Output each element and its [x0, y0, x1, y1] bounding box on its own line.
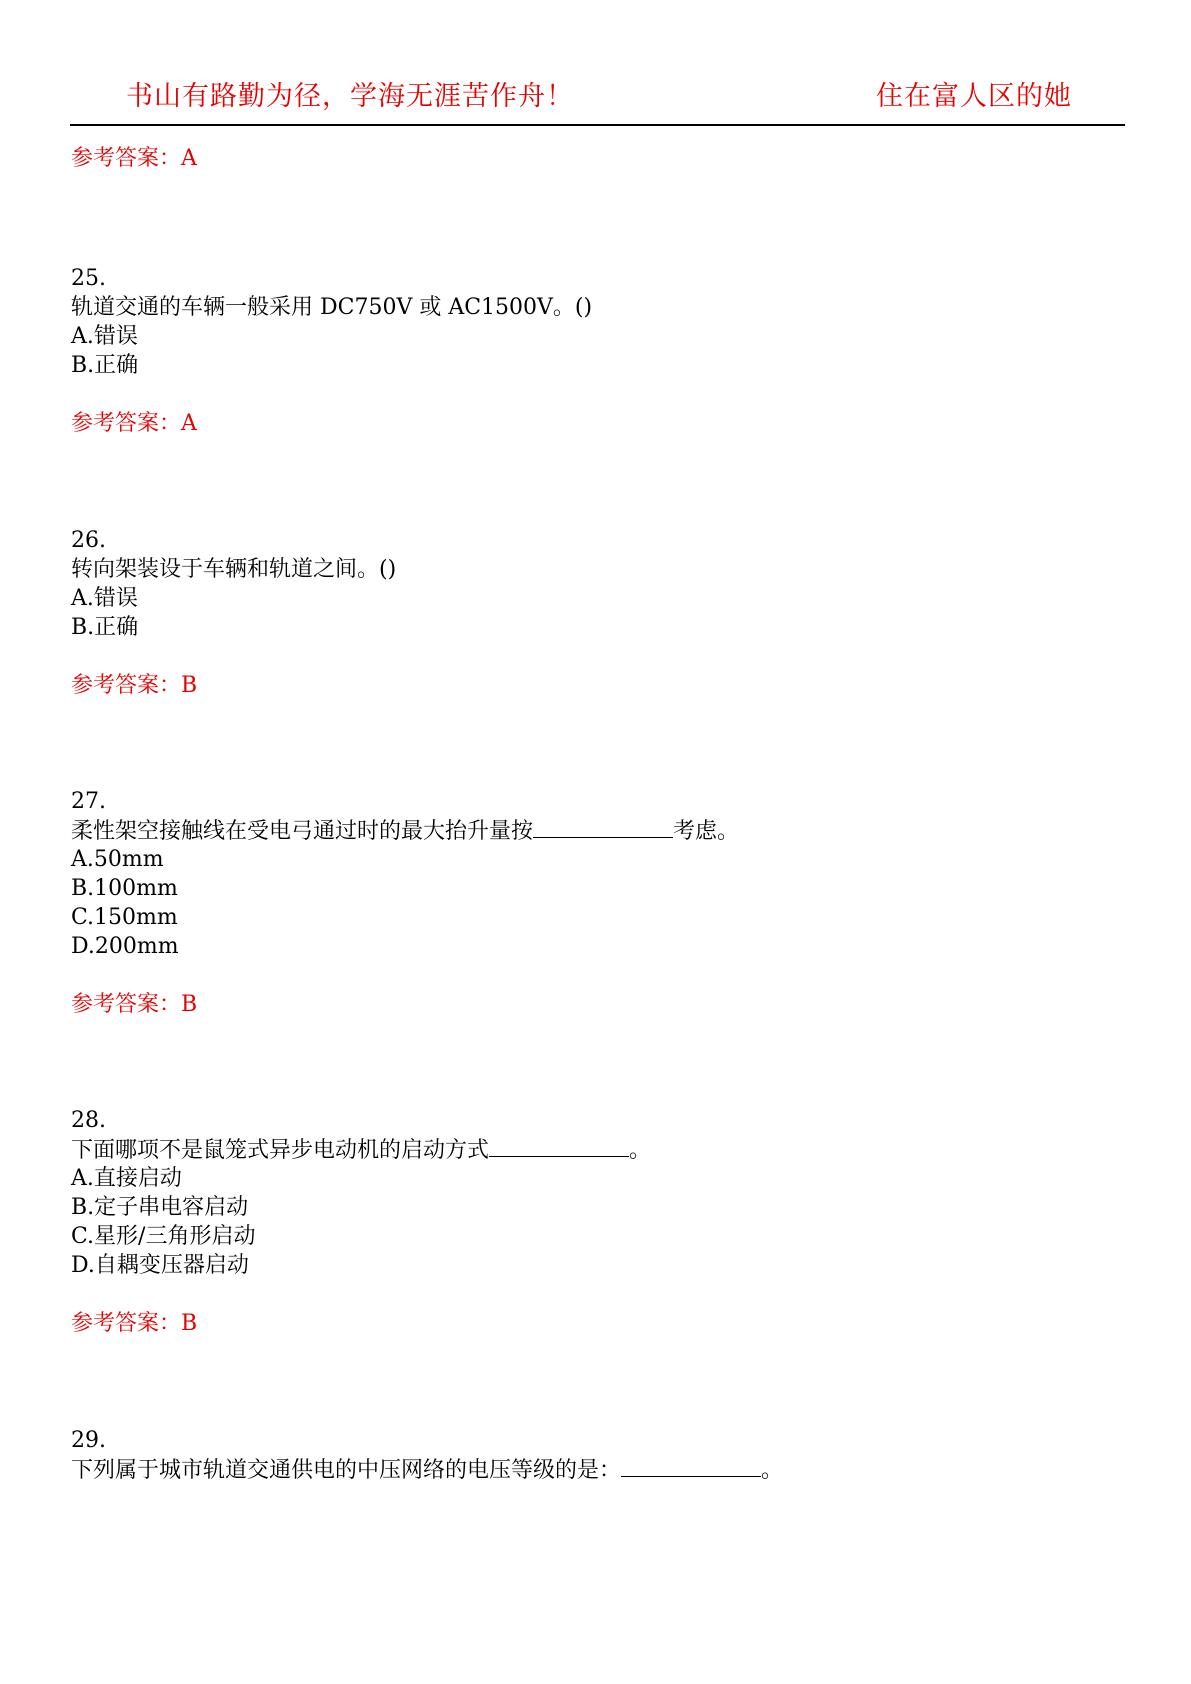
answer-line: [71, 1310, 197, 1338]
answer-value: A: [181, 146, 197, 171]
header-motto: 书山有路勤为径，学海无涯苦作舟！: [126, 81, 574, 112]
question-text-before: 柔性架空接触线在受电弓通过时的最大抬升量按: [71, 819, 534, 844]
answer-label: 参考答案：: [71, 1311, 182, 1336]
question-text-after: 。: [629, 1138, 652, 1163]
question-text: [71, 1136, 651, 1165]
option-a: A.50mm: [71, 847, 164, 872]
question-number: 26.: [71, 528, 106, 553]
answer-label: 参考答案：: [71, 146, 182, 171]
question-number: 25.: [71, 266, 106, 291]
answer-line: [71, 991, 197, 1019]
page-header: [70, 74, 1125, 126]
option-b: B.100mm: [71, 876, 178, 901]
answer-value: B: [181, 992, 198, 1017]
option-b: B.正确: [71, 615, 139, 640]
answer-label: 参考答案：: [71, 992, 182, 1017]
answer-line: [71, 145, 197, 173]
option-c: C.星形/三角形启动: [71, 1224, 256, 1249]
answer-blank: [533, 817, 673, 838]
answer-blank: [621, 1456, 761, 1477]
question-text-before: 下面哪项不是鼠笼式异步电动机的启动方式: [71, 1138, 490, 1163]
answer-label: 参考答案：: [71, 673, 182, 698]
question-text-after: 考虑。: [673, 819, 740, 844]
question-number: 27.: [71, 789, 106, 814]
answer-line: [71, 410, 197, 438]
question-text-after: 。: [761, 1458, 784, 1483]
question-number: 29.: [71, 1428, 106, 1453]
question-number: 28.: [71, 1108, 106, 1133]
header-author: 住在富人区的她: [876, 81, 1072, 112]
question-text: [71, 1456, 783, 1485]
option-b: B.正确: [71, 353, 139, 378]
answer-blank: [489, 1136, 629, 1157]
answer-value: B: [181, 673, 198, 698]
question-text: 轨道交通的车辆一般采用 DC750V 或 AC1500V。(): [71, 295, 593, 320]
answer-line: [71, 672, 197, 700]
option-d: D.自耦变压器启动: [71, 1253, 249, 1278]
answer-label: 参考答案：: [71, 411, 182, 436]
question-text-before: 下列属于城市轨道交通供电的中压网络的电压等级的是：: [71, 1458, 622, 1483]
option-a: A.直接启动: [71, 1166, 182, 1191]
option-d: D.200mm: [71, 934, 179, 959]
option-b: B.定子串电容启动: [71, 1195, 249, 1220]
answer-value: A: [181, 411, 197, 436]
option-a: A.错误: [71, 324, 138, 349]
option-a: A.错误: [71, 586, 138, 611]
answer-value: B: [181, 1311, 198, 1336]
question-text: 转向架装设于车辆和轨道之间。(): [71, 557, 397, 582]
option-c: C.150mm: [71, 905, 178, 930]
question-text: [71, 817, 739, 846]
